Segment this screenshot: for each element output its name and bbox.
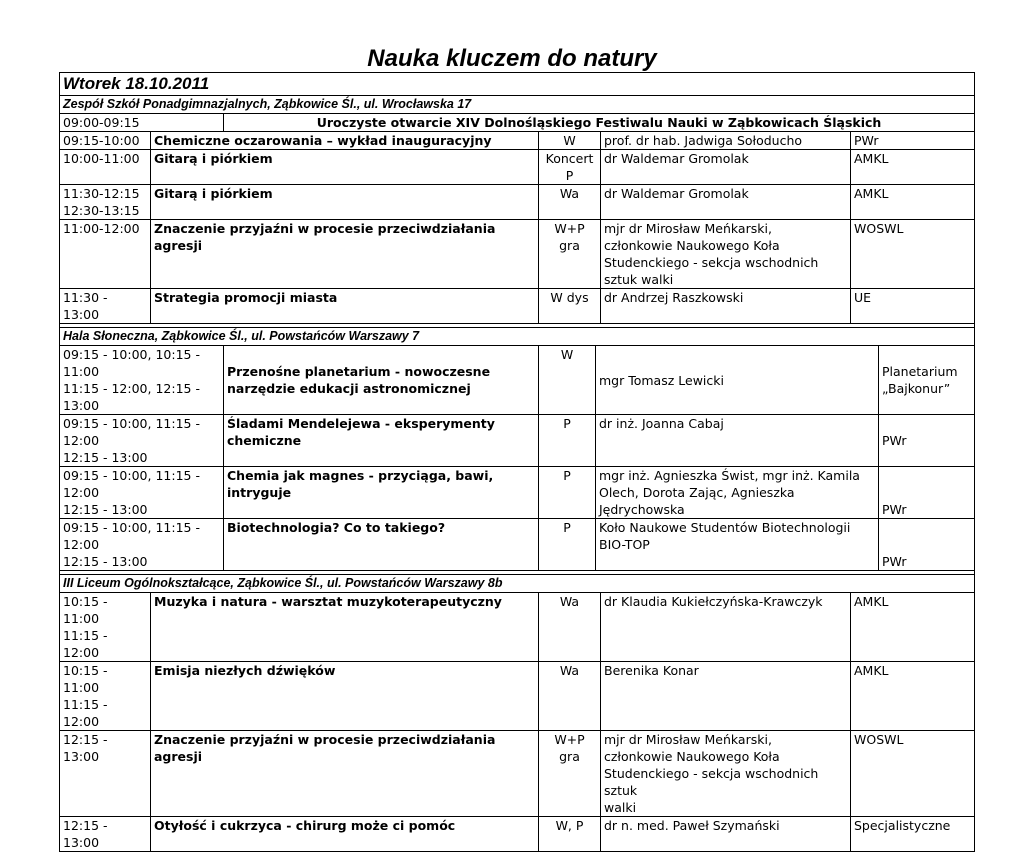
- event-organizer: [851, 150, 975, 185]
- event-time: [60, 467, 224, 519]
- event-form-line: W dys: [550, 290, 589, 305]
- event-organizer: [879, 519, 975, 571]
- event-speaker: [601, 731, 851, 817]
- event-organizer: [851, 185, 975, 220]
- event-title: [151, 817, 539, 852]
- event-title-line: Muzyka i natura - warsztat muzykoterapeutyczny: [154, 594, 502, 609]
- event-speaker: [601, 593, 851, 662]
- event-form: [539, 150, 601, 185]
- event-time-line: 09:15 - 10:00, 11:15 -: [63, 520, 200, 535]
- event-time-line: 12:15 - 13:00: [63, 450, 148, 465]
- event-speaker: [601, 132, 851, 150]
- event-time-line: 12:15 - 13:00: [63, 818, 108, 850]
- event-organizer-line: PWr: [854, 133, 879, 148]
- event-speaker-line: Koło Naukowe Studentów Biotechnologii: [599, 520, 851, 535]
- event-speaker: [601, 817, 851, 852]
- event-form: [539, 662, 601, 731]
- event-speaker-line: dr n. med. Paweł Szymański: [604, 818, 780, 833]
- event-row: [60, 593, 975, 662]
- event-time: [60, 346, 224, 415]
- event-speaker-line: członkowie Naukowego Koła: [604, 749, 780, 764]
- event-title: [151, 132, 539, 150]
- event-form-line: W: [560, 347, 574, 362]
- event-row: [60, 731, 975, 817]
- event-speaker-line: Jędrychowska: [599, 502, 685, 517]
- event-speaker-line: prof. dr hab. Jadwiga Sołoducho: [604, 133, 803, 148]
- event-speaker-line: dr Waldemar Gromolak: [604, 186, 749, 201]
- event-speaker: [601, 150, 851, 185]
- event-form: [539, 817, 601, 852]
- event-time-line: 11:00-12:00: [63, 221, 140, 236]
- event-form-line: Wa: [559, 186, 580, 201]
- event-title-line: chemiczne: [227, 433, 302, 448]
- event-form: [539, 593, 601, 662]
- event-organizer-line: WOSWL: [854, 732, 904, 747]
- event-row: [60, 150, 975, 185]
- event-organizer-line: Planetarium: [882, 364, 958, 379]
- event-time: [60, 415, 224, 467]
- event-title: [151, 593, 539, 662]
- event-organizer-line: PWr: [882, 502, 907, 517]
- event-title: [224, 415, 539, 467]
- event-row: [60, 220, 975, 289]
- event-organizer-line: PWr: [882, 433, 907, 448]
- event-speaker-line: mgr inż. Agnieszka Świst, mgr inż. Kamila: [599, 468, 860, 483]
- event-time-line: 10:00-11:00: [63, 151, 140, 166]
- event-row: [60, 289, 975, 324]
- event-time: [60, 662, 151, 731]
- event-time-line: 12:15 - 13:00: [63, 502, 148, 517]
- event-form: [539, 415, 596, 467]
- event-title-line: Biotechnologia? Co to takiego?: [227, 520, 446, 535]
- event-row: [60, 519, 975, 571]
- event-speaker: [596, 415, 879, 467]
- event-form: [539, 220, 601, 289]
- event-organizer-line: AMKL: [854, 663, 889, 678]
- schedule-table: [59, 72, 975, 852]
- event-row: [60, 662, 975, 731]
- event-organizer: [851, 289, 975, 324]
- opening-time: 09:00-09:15: [60, 114, 224, 132]
- event-title: [151, 289, 539, 324]
- event-title-line: Śladami Mendelejewa - eksperymenty: [227, 416, 495, 431]
- event-title: [151, 731, 539, 817]
- event-organizer-line: „Bajkonur”: [882, 381, 951, 396]
- day-header-row: [60, 73, 975, 96]
- event-form: [539, 132, 601, 150]
- event-title: [224, 346, 539, 415]
- event-speaker: [601, 185, 851, 220]
- event-row: [60, 467, 975, 519]
- venue-label: Hala Słoneczna, Ząbkowice Śl., ul. Powstańców Warszawy 7: [60, 328, 975, 346]
- event-title-line: Gitarą i piórkiem: [154, 151, 273, 166]
- event-title-line: Chemia jak magnes - przyciąga, bawi,: [227, 468, 494, 483]
- event-speaker-line: sztuk walki: [604, 272, 674, 287]
- event-time: [60, 220, 151, 289]
- event-time-line: 12:00: [63, 537, 100, 552]
- page-title: Nauka kluczem do natury: [367, 45, 657, 72]
- event-organizer-line: AMKL: [854, 151, 889, 166]
- event-time-line: 09:15 - 10:00, 11:15 -: [63, 468, 200, 483]
- day-header: Wtorek 18.10.2011: [60, 73, 975, 96]
- event-organizer-line: AMKL: [854, 186, 889, 201]
- event-title: [224, 519, 539, 571]
- event-row: [60, 132, 975, 150]
- event-time: [60, 817, 151, 852]
- event-speaker-line: mjr dr Mirosław Meńkarski,: [604, 221, 772, 236]
- opening-row: [60, 114, 975, 132]
- venue-label: Zespół Szkół Ponadgimnazjalnych, Ząbkowice Śl., ul. Wrocławska 17: [60, 96, 975, 114]
- event-speaker: [596, 519, 879, 571]
- event-form-line: P: [565, 168, 574, 183]
- event-organizer: [851, 132, 975, 150]
- event-speaker-line: dr Andrzej Raszkowski: [604, 290, 744, 305]
- event-title-line: Przenośne planetarium - nowoczesne: [227, 364, 491, 379]
- opening-text: Uroczyste otwarcie XIV Dolnośląskiego Festiwalu Nauki w Ząbkowicach Śląskich: [224, 114, 975, 132]
- event-time-line: 12:00: [63, 485, 100, 500]
- event-time-line: 10:15 - 11:00: [63, 594, 108, 626]
- event-organizer: [851, 731, 975, 817]
- event-speaker-line: dr inż. Joanna Cabaj: [599, 416, 724, 431]
- event-title: [151, 662, 539, 731]
- event-time-line: 11:30 - 13:00: [63, 290, 108, 322]
- event-time: [60, 132, 151, 150]
- venue-row: [60, 575, 975, 593]
- event-organizer: [879, 415, 975, 467]
- event-time: [60, 593, 151, 662]
- event-form-line: P: [563, 520, 571, 535]
- event-speaker-line: mgr Tomasz Lewicki: [599, 372, 724, 388]
- event-title: [151, 220, 539, 289]
- event-title-line: Emisja niezłych dźwięków: [154, 663, 336, 678]
- event-speaker-line: Studenckiego - sekcja wschodnich sztuk: [604, 766, 819, 798]
- event-time-line: 11:15 - 12:00: [63, 697, 108, 729]
- event-time-line: 13:00: [63, 398, 100, 413]
- event-title-line: Znaczenie przyjaźni w procesie przeciwdziałania agresji: [154, 732, 496, 764]
- event-organizer-line: PWr: [882, 554, 907, 569]
- event-form-line: P: [563, 468, 571, 483]
- event-speaker-line: mjr dr Mirosław Meńkarski,: [604, 732, 772, 747]
- event-form-line: gra: [559, 749, 580, 764]
- event-form-line: W: [563, 133, 576, 148]
- event-row: [60, 817, 975, 852]
- event-time: [60, 731, 151, 817]
- event-time-line: 12:15 - 13:00: [63, 554, 148, 569]
- event-time: [60, 150, 151, 185]
- venue-row: [60, 328, 975, 346]
- event-title: [151, 185, 539, 220]
- event-speaker-line: Studenckiego - sekcja wschodnich: [604, 255, 819, 270]
- event-organizer: [851, 662, 975, 731]
- event-time-line: 12:00: [63, 433, 100, 448]
- event-speaker: [596, 467, 879, 519]
- event-form-line: W+P gra: [554, 221, 585, 253]
- event-row: [60, 185, 975, 220]
- event-time-line: 11:30-12:15: [63, 186, 140, 201]
- event-speaker-line: Olech, Dorota Zając, Agnieszka: [599, 485, 795, 500]
- event-title-line: Otyłość i cukrzyca - chirurg może ci pomóc: [154, 818, 456, 833]
- event-time-line: 12:15 - 13:00: [63, 732, 108, 764]
- venue-row: [60, 96, 975, 114]
- event-speaker-line: dr Waldemar Gromolak: [604, 151, 749, 166]
- event-speaker: [601, 289, 851, 324]
- event-title-line: intryguje: [227, 485, 292, 500]
- event-form-line: W+P: [554, 732, 585, 747]
- event-speaker: [596, 346, 879, 415]
- event-organizer-line: AMKL: [854, 594, 889, 609]
- event-form-line: W, P: [555, 818, 584, 833]
- event-title-line: narzędzie edukacji astronomicznej: [227, 381, 471, 396]
- event-organizer-line: WOSWL: [854, 221, 904, 236]
- event-form: [539, 519, 596, 571]
- event-time-line: 11:15 - 12:00: [63, 628, 108, 660]
- event-title-line: Znaczenie przyjaźni w procesie przeciwdziałania agresji: [154, 221, 496, 253]
- event-time: [60, 185, 151, 220]
- event-speaker-line: Berenika Konar: [604, 663, 699, 678]
- event-time-line: 09:15 - 10:00, 10:15 -: [63, 347, 200, 362]
- event-speaker-line: BIO-TOP: [599, 537, 650, 552]
- event-row: [60, 346, 975, 415]
- event-form: [539, 185, 601, 220]
- event-form: [539, 467, 596, 519]
- event-title-line: Gitarą i piórkiem: [154, 186, 273, 201]
- event-organizer-line: UE: [854, 290, 872, 305]
- event-time-line: 12:30-13:15: [63, 203, 140, 218]
- event-form: [539, 289, 601, 324]
- event-organizer: [851, 817, 975, 852]
- event-speaker: [601, 662, 851, 731]
- event-organizer: [879, 467, 975, 519]
- event-form-line: P: [563, 416, 571, 431]
- event-time-line: 11:15 - 12:00, 12:15 -: [63, 381, 200, 396]
- event-speaker-line: członkowie Naukowego Koła: [604, 238, 780, 253]
- event-time-line: 09:15 - 10:00, 11:15 -: [63, 416, 200, 431]
- event-organizer-line: Specjalistyczne: [854, 818, 951, 833]
- event-title: [151, 150, 539, 185]
- event-speaker: [601, 220, 851, 289]
- event-speaker-line: dr Klaudia Kukiełczyńska-Krawczyk: [604, 594, 823, 609]
- event-organizer: [851, 220, 975, 289]
- event-speaker-line: walki: [604, 800, 637, 815]
- event-title-line: Strategia promocji miasta: [154, 290, 338, 305]
- event-form: [539, 731, 601, 817]
- event-time-line: 09:15-10:00: [63, 133, 140, 148]
- event-organizer: [851, 593, 975, 662]
- event-row: [60, 415, 975, 467]
- event-form-line: Wa: [559, 663, 580, 678]
- event-organizer: [879, 346, 975, 415]
- event-form-line: Koncert: [545, 151, 594, 166]
- event-time: [60, 519, 224, 571]
- event-form-line: Wa: [559, 594, 580, 609]
- event-time: [60, 289, 151, 324]
- event-title: [224, 467, 539, 519]
- event-time-line: 11:00: [63, 364, 100, 379]
- event-time-line: 10:15 - 11:00: [63, 663, 108, 695]
- event-form: [539, 346, 596, 415]
- event-title-line: Chemiczne oczarowania – wykład inauguracyjny: [154, 133, 492, 148]
- venue-label: III Liceum Ogólnokształcące, Ząbkowice Śl., ul. Powstańców Warszawy 8b: [60, 575, 975, 593]
